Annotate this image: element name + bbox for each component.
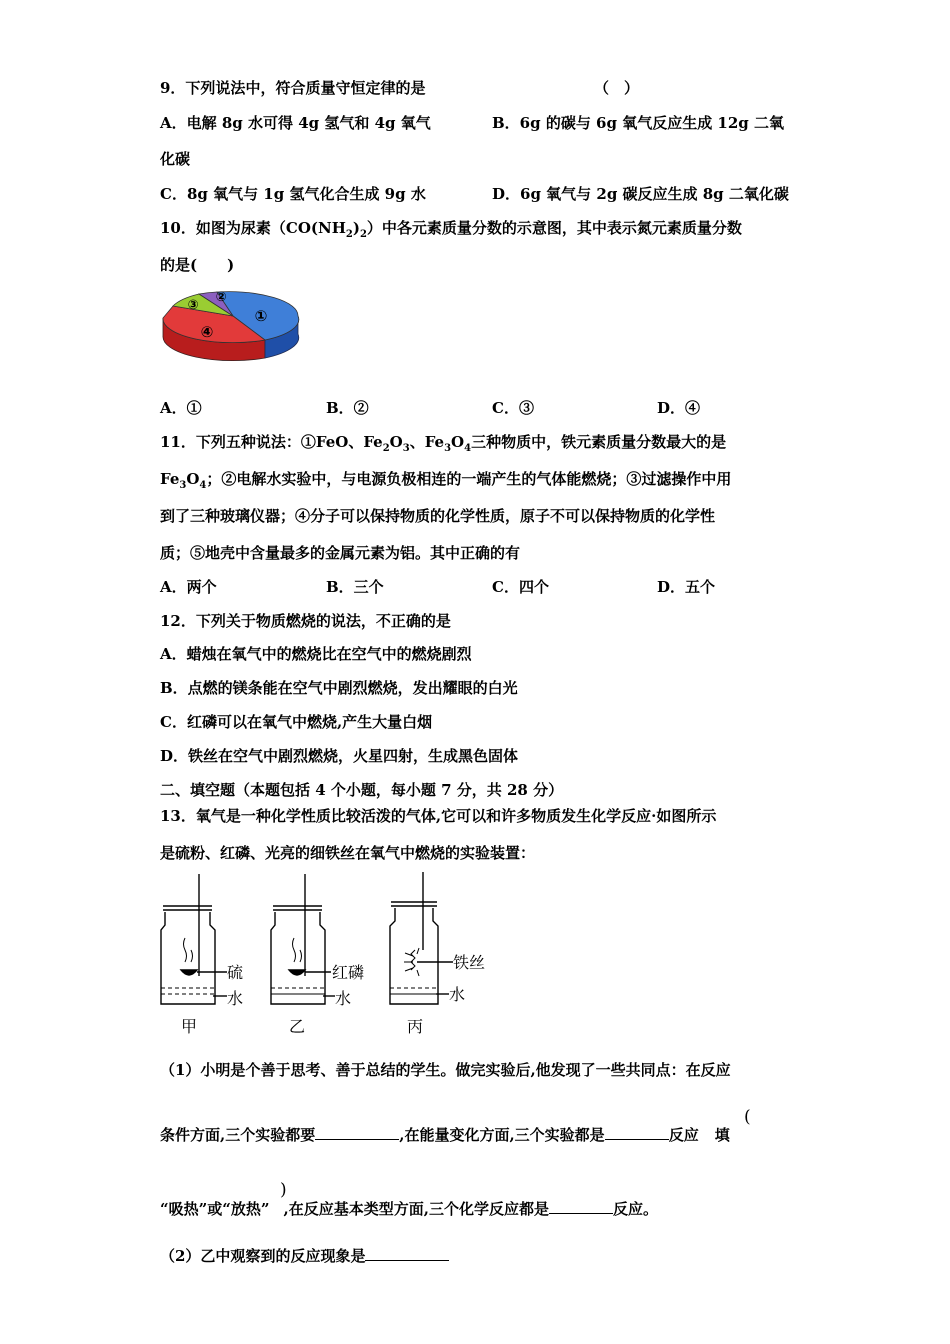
q11-stem-line3: 到了三种玻璃仪器；④分子可以保持物质的化学性质，原子不可以保持物质的化学性 — [160, 507, 716, 525]
q12-stem: 12．下列关于物质燃烧的说法，不正确的是 — [160, 612, 451, 630]
q9-answer-paren: （ ） — [594, 79, 640, 97]
pie-label-1: ① — [254, 307, 268, 325]
jar-3 — [390, 872, 453, 1004]
q11-option-c: C．四个 — [492, 578, 549, 596]
q12-option-b: B．点燃的镁条能在空气中剧烈燃烧，发出耀眼的白光 — [160, 679, 518, 697]
q13-stem-line2: 是硫粉、红磷、光亮的细铁丝在氧气中燃烧的实验装置： — [160, 844, 536, 862]
pie-label-4: ④ — [200, 323, 214, 341]
q11-stem-line2: $Fe_3O_4$；②电解水实验中，与电源负极相连的一端产生的气体能燃烧；③过滤操作中用 — [160, 470, 732, 491]
q10-option-d: D．④ — [657, 399, 701, 417]
q11-option-a: A．两个 — [160, 578, 217, 596]
q9-option-d: D．6g 氧气与 2g 碳反应生成 8g 二氧化碳 — [492, 185, 789, 203]
urea-pie-chart — [155, 280, 305, 370]
open-paren: ( — [744, 1107, 751, 1127]
q13-part1-line3: “吸热”或“放热” ,在反应基本类型方面,三个化学反应都是 反应。 — [160, 1197, 658, 1219]
jar-3-substance-label: 铁丝 — [453, 953, 486, 972]
q10-option-c: C．③ — [492, 399, 534, 417]
q11-option-b: B．三个 — [326, 578, 384, 596]
pie-label-2: ② — [215, 290, 227, 305]
q9-option-b-cont: 化碳 — [160, 150, 191, 168]
q9-stem: 9．下列说法中，符合质量守恒定律的是 — [160, 79, 426, 97]
jar-1-name: 甲 — [181, 1017, 198, 1036]
jar-2-substance-label: 红磷 — [332, 963, 365, 982]
q11-stem-line4: 质；⑤地壳中含量最多的金属元素为铝。其中正确的有 — [160, 544, 521, 562]
q12-option-c: C．红磷可以在氧气中燃烧,产生大量白烟 — [160, 713, 433, 731]
q13-stem-line1: 13．氧气是一种化学性质比较活泼的气体,它可以和许多物质发生化学反应·如图所示 — [160, 807, 717, 825]
answer-blank-2[interactable] — [605, 1123, 669, 1140]
section-2-heading: 二、填空题（本题包括 4 个小题，每小题 7 分，共 28 分） — [160, 781, 564, 799]
jar-3-name: 丙 — [407, 1017, 424, 1036]
q10-option-a: A．① — [160, 399, 202, 417]
answer-blank-1[interactable] — [315, 1123, 399, 1140]
answer-blank-3[interactable] — [549, 1197, 613, 1214]
q10-option-b: B．② — [326, 399, 369, 417]
q11-stem-line1: 11．下列五种说法：①FeO、$Fe_2O_3$、$Fe_3O_4$三种物质中，铁元素质量分数最大的是 — [160, 433, 727, 454]
close-paren: ) — [280, 1180, 287, 1200]
jar-1-substance-label: 硫 — [227, 963, 244, 982]
q11-option-d: D．五个 — [657, 578, 716, 596]
q9-option-a: A．电解 8g 水可得 4g 氢气和 4g 氧气 — [160, 114, 431, 132]
jar-3-water-label: 水 — [449, 985, 466, 1004]
q12-option-d: D．铁丝在空气中剧烈燃烧，火星四射，生成黑色固体 — [160, 747, 519, 765]
q9-option-c: C．8g 氧气与 1g 氢气化合生成 9g 水 — [160, 185, 426, 203]
q13-part1-line2: 条件方面,三个实验都要 ,在能量变化方面,三个实验都是 反应 填 — [160, 1123, 730, 1145]
jar-2-name: 乙 — [289, 1017, 306, 1036]
pie-label-3: ③ — [187, 298, 199, 313]
combustion-apparatus-figure — [155, 870, 500, 1040]
q12-option-a: A．蜡烛在氧气中的燃烧比在空气中的燃烧剧烈 — [160, 645, 472, 663]
jar-1-water-label: 水 — [227, 989, 244, 1008]
jar-2-water-label: 水 — [335, 989, 352, 1008]
q10-stem: 10．如图为尿素$(CO(NH_2)_2)$中各元素质量分数的示意图，其中表示氮元素质量分数 — [160, 219, 742, 240]
jar-2 — [271, 874, 335, 1004]
answer-blank-4[interactable] — [365, 1244, 449, 1261]
q9-option-b: B．6g 的碳与 6g 氧气反应生成 12g 二氧 — [492, 114, 785, 132]
jar-1 — [161, 874, 227, 1004]
q13-part2: （2）乙中观察到的反应现象是 — [160, 1244, 449, 1266]
q10-stem-cont: 的是( ) — [160, 256, 235, 274]
q13-part1-line1: （1）小明是个善于思考、善于总结的学生。做完实验后,他发现了一些共同点：在反应 — [160, 1061, 731, 1079]
